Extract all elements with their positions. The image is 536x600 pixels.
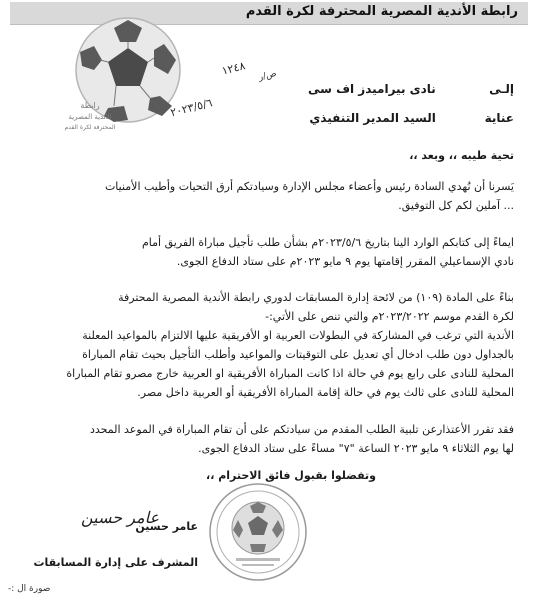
attention-line <box>309 111 514 125</box>
paragraph-3-line-5: المحلية للنادى على رابع يوم في حالة اذا كانت المباراة الأفريقية او العربية خارج مصرو تقام المباراة <box>66 367 514 380</box>
paragraph-3-line-3: الأندية التي ترغب في المشاركة في البطولات العربية او الأفريقية عليها الالتزام بالمواعيد المعلنة <box>82 329 514 342</box>
closing-line: وتفضلوا بقبول فائق الاحترام ،، <box>206 469 376 482</box>
to-value: نادى بيراميدز اف سى <box>307 82 436 96</box>
league-logo-icon <box>44 16 184 140</box>
logo-text-line2: الأندية المصرية <box>68 113 112 121</box>
paragraph-2-line-1: ايماءً إلى كتابكم الوارد الينا بتاريخ ٢٠٢٣/٥/٦م بشأن طلب تأجيل مباراة الفريق أمام <box>141 236 514 249</box>
logo-text-line1: رابطة <box>80 101 100 110</box>
paragraph-3-line-4: بالجداول دون طلب ادخال أي تعديل على التوقيتات والمواعيد وأطلب التأجيل بحيث تقام المباراة <box>82 348 514 361</box>
greeting: تحية طيبه ،، وبعد ،، <box>409 149 514 162</box>
attention-value: السيد المدير التنفيذي <box>309 111 436 125</box>
copy-to-label: صورة ال :- <box>8 584 51 594</box>
handwritten-ref-number: ١٢٤٨ <box>220 59 247 78</box>
paragraph-3-line-2: لكرة القدم موسم ٢٠٢٣/٢٠٢٢م والتي تنص على الأتي:- <box>265 310 514 323</box>
recipient-line <box>308 82 514 96</box>
official-stamp-icon <box>206 480 310 584</box>
paragraph-1-line-2: ... آملين لكم كل التوفيق. <box>398 199 514 212</box>
paragraph-3-line-6: المحلية للنادى على ثالث يوم في حالة إقامة المباراة الأفريقية أو العربية داخل مصر. <box>137 386 514 399</box>
handwritten-reference <box>164 59 278 120</box>
attention-label: عناية <box>484 111 514 125</box>
to-label: إلـى <box>489 82 514 96</box>
handwritten-ref-note: ص/ر <box>257 68 278 83</box>
paragraph-2-line-2: نادي الإسماعيلي المقرر إقامتها يوم ٩ مايو ٢٠٢٣م على ستاد الدفاع الجوى. <box>176 255 514 268</box>
handwritten-ref-date: ٢٠٢٣/٥/٦ <box>169 96 214 120</box>
signature-scrawl-text: عامر حسين <box>80 508 160 527</box>
organization-title: رابطة الأندية المصرية المحترفة لكرة القدم <box>245 4 518 19</box>
paragraph-4-line-1: فقد تقرر الأعتذارعن تلبية الطلب المقدم من سيادتكم على أن تقام المباراة في الموعد المحدد <box>89 423 514 436</box>
paragraph-3-line-1: بناءً على المادة (١٠٩) من لائحة إدارة المسابقات لدوري رابطة الأندية المصرية المحترفة <box>118 291 514 304</box>
paragraph-4-line-2: لها يوم الثلاثاء ٩ مايو ٢٠٢٣ الساعة "٧" مساءً على ستاد الدفاع الجوى. <box>198 442 514 455</box>
signatory-title: المشرف على إدارة المسابقات <box>33 556 198 569</box>
signatory-name: عامر حسين <box>135 520 198 533</box>
logo-text-line3: المحترفة لكرة القدم <box>64 124 116 131</box>
paragraph-1-line-1: يَسرنا أن نُهدي السادة رئيس وأعضاء مجلس الإدارة وسيادتكم أرق التحيات وأطيب الأمنيات <box>104 180 514 193</box>
